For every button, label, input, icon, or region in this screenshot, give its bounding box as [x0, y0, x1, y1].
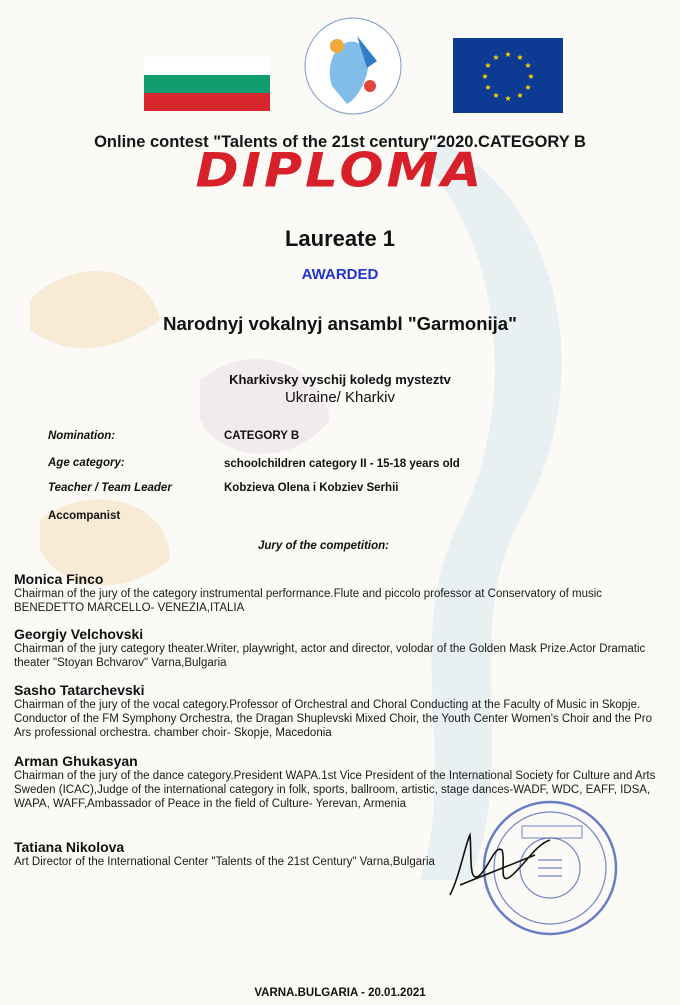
- contest-logo: [302, 16, 404, 116]
- jury-member-desc: Chairman of the jury category theater.Writer, playwright, actor and director, volodar of the Golden Mask Prize.Actor Dramatic theater "Stoyan Bchvarov" Varna,Bulgaria: [14, 643, 646, 669]
- jury-member-name: Arman Ghukasyan: [14, 753, 138, 769]
- jury-member: [14, 682, 666, 740]
- age-category-value: schoolchildren category II - 15-18 years old: [224, 458, 460, 470]
- awarded-label: AWARDED: [301, 266, 379, 283]
- jury-member-desc: Chairman of the jury of the dance category.President WAPA.1st Vice President of the International Society for Culture and Arts Sweden (ICAC),Judge of the international category in folk, sports, ballroom, artistic, stage dances-WADF, WDC, EAFF, IDSA, WAPA, WAFF,Ambassador of Peace in the field of Culture- Yerevan, Armenia: [14, 770, 656, 810]
- jury-member: [14, 571, 666, 615]
- jury-member-name: Sasho Tatarchevski: [14, 682, 145, 698]
- country-city: Ukraine/ Kharkiv: [284, 389, 396, 406]
- svg-text:★: ★: [504, 94, 512, 103]
- bulgaria-flag: [144, 57, 270, 111]
- svg-text:★: ★: [516, 91, 524, 100]
- diploma-heading: DIPLOMA: [195, 144, 485, 198]
- svg-text:★: ★: [492, 53, 500, 62]
- accompanist-label: Accompanist: [48, 510, 121, 522]
- nomination-label: Nomination:: [48, 430, 116, 442]
- svg-text:★: ★: [524, 83, 532, 92]
- laureate-title: Laureate 1: [284, 226, 396, 251]
- footer-place-date: VARNA.BULGARIA - 20.01.2021: [254, 987, 426, 999]
- jury-member-desc: Chairman of the jury of the category instrumental performance.Flute and piccolo professor at Conservatory of music BENEDETTO MARCELLO- VENEZIA,ITALIA: [14, 588, 603, 614]
- nomination-value: CATEGORY B: [224, 430, 300, 442]
- svg-text:★: ★: [516, 53, 524, 62]
- age-category-label: Age category:: [48, 457, 125, 469]
- svg-text:★: ★: [524, 61, 532, 70]
- teacher-value: Kobzieva Olena i Kobziev Serhii: [224, 482, 399, 494]
- contest-title: Online contest "Talents of the 21st century"2020.CATEGORY B: [94, 133, 586, 151]
- svg-text:★: ★: [527, 72, 535, 81]
- jury-member-name: Monica Finco: [14, 571, 104, 587]
- jury-title: Jury of the competition:: [258, 540, 389, 552]
- svg-text:★: ★: [484, 61, 492, 70]
- jury-member: [14, 626, 666, 670]
- school-name: Kharkivsky vyschij koledg mysteztv: [229, 372, 451, 387]
- jury-member-desc: Art Director of the International Center "Talents of the 21st Century" Varna,Bulgaria: [14, 856, 435, 868]
- ensemble-name: Narodnyj vokalnyj ansambl "Garmonija": [163, 313, 517, 334]
- svg-text:★: ★: [492, 91, 500, 100]
- signature: [440, 815, 560, 910]
- svg-text:★: ★: [484, 83, 492, 92]
- teacher-label: Teacher / Team Leader: [48, 482, 172, 494]
- jury-member-desc: Chairman of the jury of the vocal category.Professor of Orchestral and Choral Conducting at the Faculty of Music in Skopje. Conductor of the FM Symphony Orchestra, the Dragan Shuplevski Mixed Choir, the Youth Center Women's Choir and the Pro Ars professional orchestra. chamber choir- Skopje, Macedonia: [14, 699, 653, 739]
- svg-text:★: ★: [504, 50, 512, 59]
- eu-flag: [453, 38, 563, 113]
- svg-text:★: ★: [481, 72, 489, 81]
- jury-member-name: Tatiana Nikolova: [14, 839, 125, 855]
- jury-member-name: Georgiy Velchovski: [14, 626, 144, 642]
